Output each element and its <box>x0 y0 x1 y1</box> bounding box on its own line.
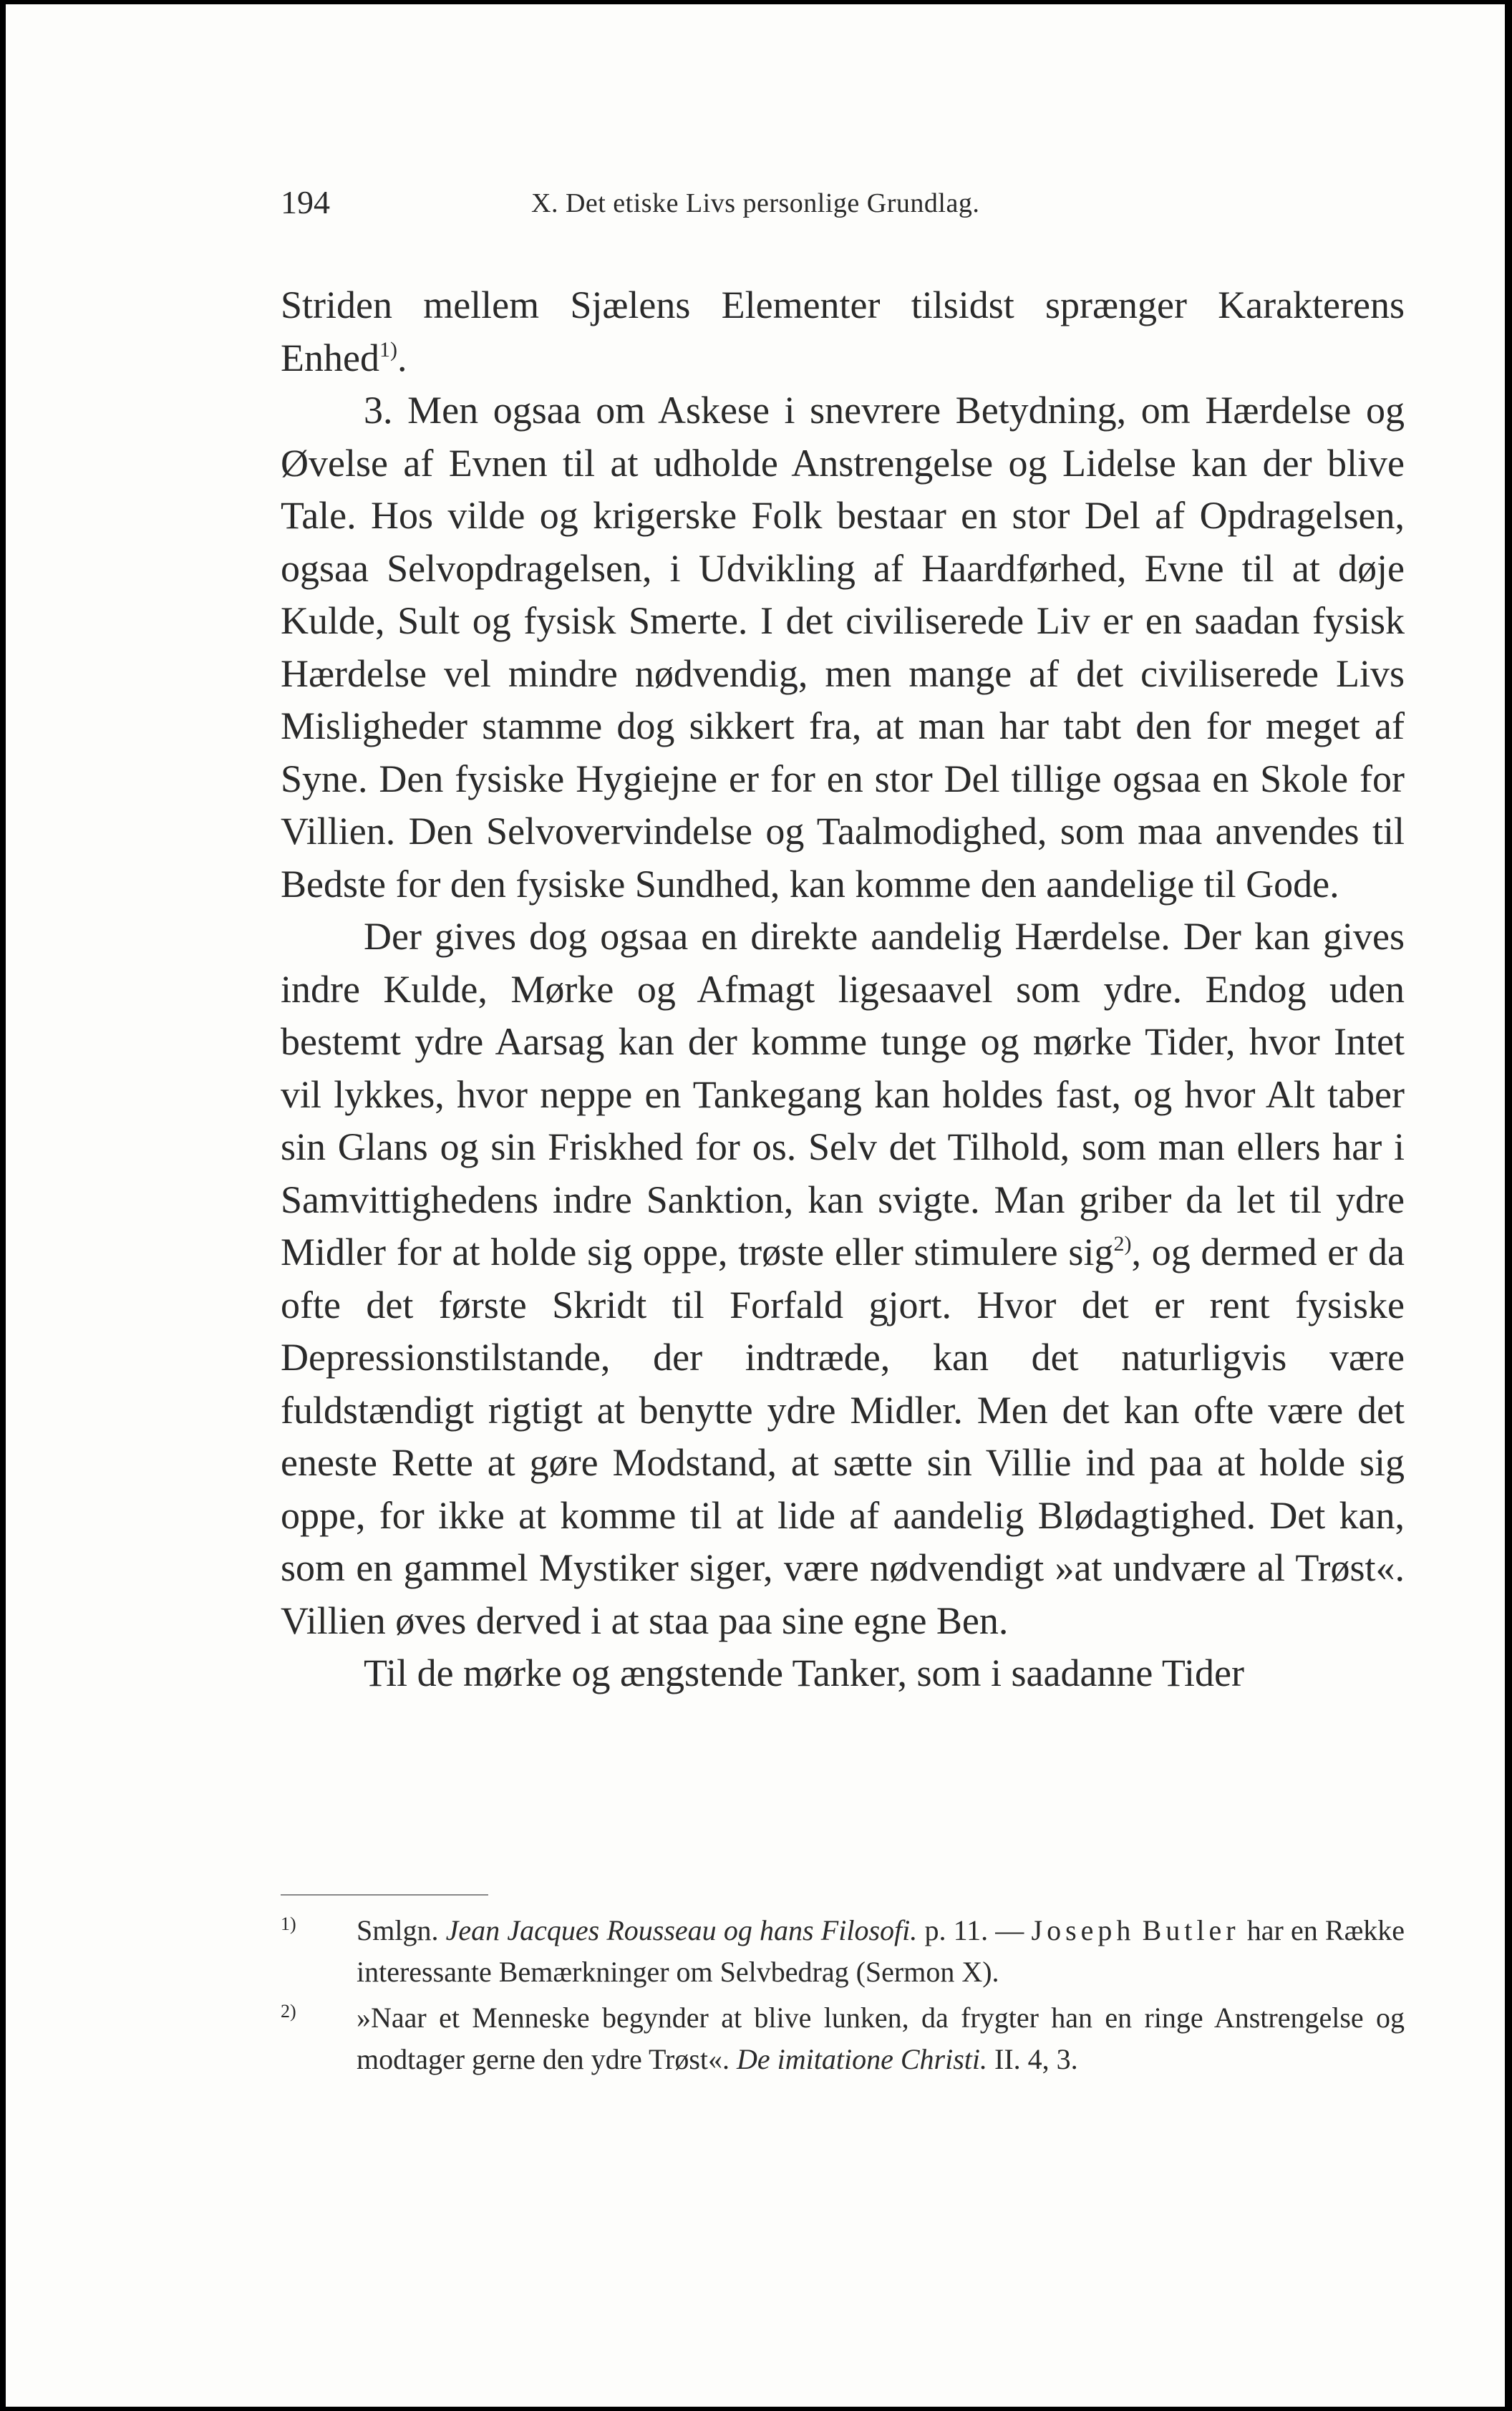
footnote-1 <box>281 1910 1405 1993</box>
page-number: 194 <box>281 184 330 220</box>
footnote-2-mark <box>281 1997 296 2039</box>
footnote-1-name-last: Butler <box>1142 1914 1240 1946</box>
book-page <box>6 4 1505 2407</box>
paragraph-3 <box>281 911 1405 1647</box>
footnote-divider <box>281 1894 488 1896</box>
paragraph-4: Til de mørke og ængstende Tanker, som i saadanne Tider <box>364 1651 1244 1694</box>
footnote-2-mark-text: 2) <box>281 2001 296 2022</box>
paragraph-1 <box>281 279 1405 384</box>
paragraph-3-text-a: Der gives dog ogsaa en direkte aandelig Hærdelse. Der kan gives indre Kulde, Mørke og Afmagt ligesaavel som ydre. Endog uden bestemt ydre Aarsag kan der komme tunge og mørke Tider, hvor Intet vil lykkes, hvor neppe en Tankegang kan holdes fast, og hvor Alt taber sin Glans og sin Friskhed for os. Selv det Tilhold, som man ellers har i Samvittighedens indre Sanktion, kan svigte. Man griber da let til ydre Midler for at holde sig oppe, trøste eller stimulere sig <box>281 915 1405 1274</box>
paragraph-2: 3. Men ogsaa om Askese i snevrere Betydning, om Hærdelse og Øvelse af Evnen til at udholde Anstrengelse og Lidelse kan der blive Tale. Hos vilde og krigerske Folk bestaar en stor Del af Opdragelsen, ogsaa Selvopdragelsen, i Udvikling af Haardførhed, Evne til at døje Kulde, Sult og fysisk Smerte. I det civiliserede Liv er en saadan fysisk Hærdelse vel mindre nødvendig, men mange af det civiliserede Livs Misligheder stamme dog sikkert fra, at man har tabt den for meget af Syne. Den fysiske Hygiejne er for en stor Del tillige ogsaa en Skole for Villien. Den Selvovervindelse og Taalmodighed, som maa anvendes til Bedste for den fysiske Sundhed, kan komme den aandelige til Gode. <box>281 389 1405 906</box>
running-title: X. Det etiske Livs personlige Grundlag. <box>531 188 980 218</box>
footnote-2-text-b: II. 4, 3. <box>994 2043 1078 2075</box>
footnote-1-text-c: har en Række interessante Bemærkninger om Selvbedrag (Sermon X). <box>357 1914 1405 1988</box>
footnote-2-italic: De imitatione Christi. <box>737 2043 988 2075</box>
footnote-1-name-first: Joseph <box>1031 1914 1135 1946</box>
footnote-1-text-a: Smlgn. <box>357 1914 439 1946</box>
footnote-ref-1: 1) <box>379 337 397 362</box>
body-text <box>281 279 1405 1700</box>
paragraph-1-text: Striden mellem Sjælens Elementer tilsidst sprænger Karakterens Enhed <box>281 283 1405 379</box>
footnote-ref-2: 2) <box>1113 1232 1132 1256</box>
footnote-2 <box>281 1997 1405 2080</box>
footnote-1-italic: Jean Jacques Rousseau og hans Filosofi. <box>445 1914 918 1946</box>
footnote-1-mark-text: 1) <box>281 1913 296 1934</box>
footnote-1-mark <box>281 1910 296 1951</box>
footnote-1-text-b: p. 11. — <box>924 1914 1024 1946</box>
footnote-2-text-a: »Naar et Menneske begynder at blive lunken, da frygter han en ringe Anstrengelse og modtager gerne den ydre Trøst«. <box>357 2002 1405 2075</box>
page-header <box>281 183 1405 241</box>
footnotes <box>281 1910 1405 2085</box>
paragraph-3-text-b: , og dermed er da ofte det første Skridt til Forfald gjort. Hvor det er rent fysiske Depressionstilstande, der indtræde, kan det naturligvis være fuldstændigt rigtigt at benytte ydre Midler. Men det kan ofte være det eneste Rette at gøre Modstand, at sætte sin Villie ind paa at holde sig oppe, for ikke at komme til at lide af aandelig Blødagtighed. Det kan, som en gammel Mystiker siger, være nødvendigt »at undvære al Trøst«. Villien øves derved i at staa paa sine egne Ben. <box>281 1231 1405 1642</box>
paragraph-1-end: . <box>397 336 407 379</box>
